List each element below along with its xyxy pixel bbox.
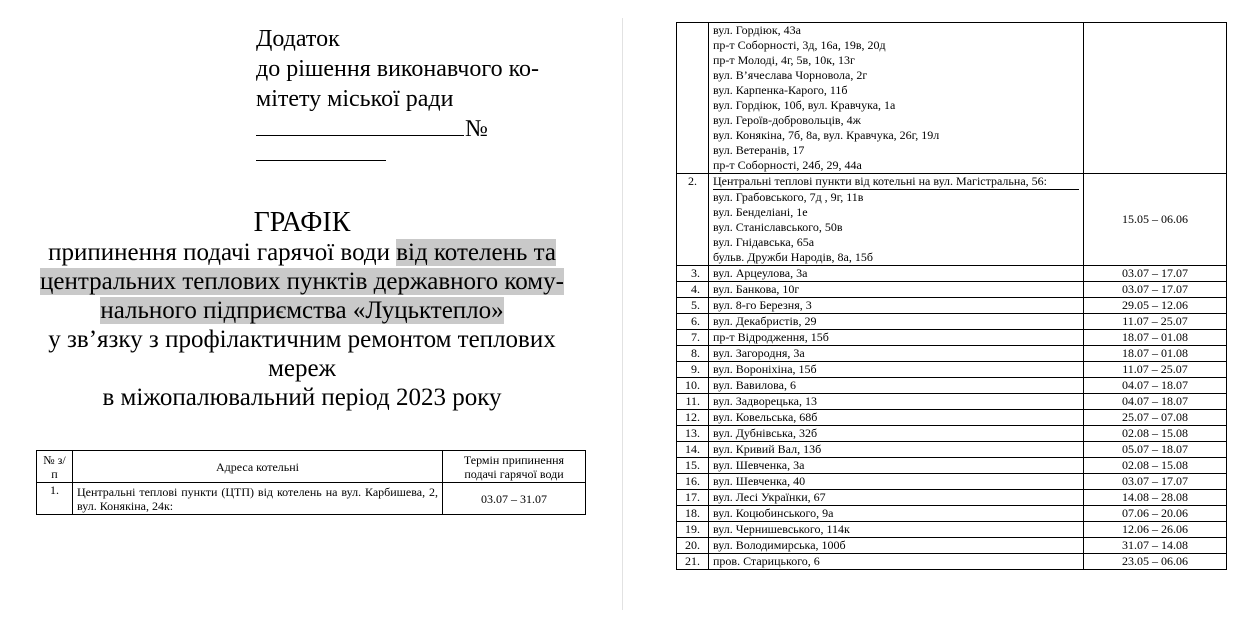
row-number: 9.	[677, 362, 709, 378]
row-term: 03.07 – 17.07	[1084, 474, 1227, 490]
title-line-4: у зв’язку з профілактичним ремонтом теплових	[48, 326, 556, 353]
row-number: 8.	[677, 346, 709, 362]
row-term: 14.08 – 28.08	[1084, 490, 1227, 506]
row-term: 04.07 – 18.07	[1084, 378, 1227, 394]
row-address: вул. Дубнівська, 32б	[709, 426, 1084, 442]
row-address: вул. Загородня, 3а	[709, 346, 1084, 362]
table-row	[677, 174, 1227, 266]
header-address: Адреса котельні	[73, 451, 443, 483]
table-row	[677, 474, 1227, 490]
row-term: 02.08 – 15.08	[1084, 458, 1227, 474]
table-row	[677, 394, 1227, 410]
row-term: 18.07 – 01.08	[1084, 330, 1227, 346]
table-row	[677, 282, 1227, 298]
schedule-table-part-1	[36, 450, 586, 515]
row-term: 25.07 – 07.08	[1084, 410, 1227, 426]
table-row	[677, 538, 1227, 554]
list-item: вул. Гордіюк, 43а	[713, 23, 802, 37]
list-item: вул. Станіславського, 50в	[713, 220, 843, 234]
number-blank-line	[256, 115, 464, 136]
table-row	[677, 490, 1227, 506]
row-term: 18.07 – 01.08	[1084, 346, 1227, 362]
title-line-1	[18, 238, 586, 267]
row-number: 7.	[677, 330, 709, 346]
list-item: вул. Гордіюк, 10б, вул. Кравчука, 1а	[713, 98, 896, 112]
simple-rows-body	[677, 266, 1227, 570]
row-number: 17.	[677, 490, 709, 506]
row-number: 18.	[677, 506, 709, 522]
row-term: 15.05 – 06.06	[1084, 174, 1227, 266]
row-number: 10.	[677, 378, 709, 394]
row-number: 19.	[677, 522, 709, 538]
header-number: № з/п	[37, 451, 73, 483]
row-address: вул. Вороніхіна, 15б	[709, 362, 1084, 378]
row-term: 31.07 – 14.08	[1084, 538, 1227, 554]
row-address: вул. Вавилова, 6	[709, 378, 1084, 394]
appendix-line-2: до рішення виконавчого ко-	[256, 56, 540, 82]
list-item: вул. Ветеранів, 17	[713, 143, 805, 157]
decision-number-line	[256, 114, 586, 144]
row2-heading: Центральні теплові пункти від котельні на вул. Магістральна, 56:	[713, 174, 1079, 190]
row-term: 29.05 – 12.06	[1084, 298, 1227, 314]
row-term: 05.07 – 18.07	[1084, 442, 1227, 458]
row-address: вул. 8-го Березня, 3	[709, 298, 1084, 314]
date-line-row	[256, 144, 586, 161]
appendix-line-3: мітету міської ради	[256, 86, 454, 112]
table-row	[37, 483, 586, 515]
row-address: пров. Старицького, 6	[709, 554, 1084, 570]
row-term: 11.07 – 25.07	[1084, 314, 1227, 330]
title-line-3	[18, 296, 586, 325]
row-address: вул. Задворецька, 13	[709, 394, 1084, 410]
table-row	[677, 266, 1227, 282]
row-number: 21.	[677, 554, 709, 570]
row-address: вул. Банкова, 10г	[709, 282, 1084, 298]
list-item: пр-т Соборності, 24б, 29, 44а	[713, 158, 862, 172]
row-number: 1.	[37, 483, 73, 515]
title-line-6: в міжопалювальний період 2023 року	[102, 384, 502, 411]
table-row	[677, 330, 1227, 346]
table-row	[677, 522, 1227, 538]
row-term: 07.06 – 20.06	[1084, 506, 1227, 522]
list-item: вул. Грабовського, 7д , 9г, 11в	[713, 190, 864, 204]
row-term: 03.07 – 17.07	[1084, 266, 1227, 282]
list-item: вул. Гнідавська, 65а	[713, 235, 815, 249]
title-line-3-highlight: нального підприємства «Луцьктепло»	[100, 297, 504, 324]
row-address: вул. Шевченка, 3а	[709, 458, 1084, 474]
row-term: 03.07 – 31.07	[443, 483, 586, 515]
date-blank-line	[256, 144, 386, 161]
table-row	[677, 426, 1227, 442]
row-address: вул. Шевченка, 40	[709, 474, 1084, 490]
row-address: вул. Чернишевського, 114к	[709, 522, 1084, 538]
list-item: вул. Героїв-добровольців, 4ж	[713, 113, 861, 127]
row-number: 6.	[677, 314, 709, 330]
table-row	[677, 458, 1227, 474]
table-row	[677, 314, 1227, 330]
schedule-table-part-2	[676, 22, 1227, 570]
row-address: пр-т Відродження, 15б	[709, 330, 1084, 346]
row-number: 4.	[677, 282, 709, 298]
row-number: 3.	[677, 266, 709, 282]
row-term-empty	[1084, 23, 1227, 174]
row-term: 23.05 – 06.06	[1084, 554, 1227, 570]
table-row	[677, 298, 1227, 314]
table-row	[677, 442, 1227, 458]
list-item: вул. В’ячеслава Чорновола, 2г	[713, 68, 868, 82]
row-address: вул. Ковельська, 68б	[709, 410, 1084, 426]
document-page-right	[624, 0, 1238, 624]
row-number: 14.	[677, 442, 709, 458]
list-item: вул. Конякіна, 7б, 8а, вул. Кравчука, 26г, 19л	[713, 128, 940, 142]
document-title-block	[18, 208, 586, 412]
row-address: вул. Лесі Українки, 67	[709, 490, 1084, 506]
row-term: 11.07 – 25.07	[1084, 362, 1227, 378]
table-header-row	[37, 451, 586, 483]
table-row-continued	[677, 23, 1227, 174]
title-line-1-highlight: від котелень та	[396, 239, 556, 266]
row-number: 5.	[677, 298, 709, 314]
list-item: вул. Карпенка-Карого, 11б	[713, 83, 848, 97]
row-number: 16.	[677, 474, 709, 490]
table-row	[677, 506, 1227, 522]
appendix-block	[256, 24, 586, 161]
header-term: Термін припинення подачі гарячої води	[443, 451, 586, 483]
row-number: 13.	[677, 426, 709, 442]
table-row	[677, 554, 1227, 570]
list-item: пр-т Молоді, 4г, 5в, 10к, 13г	[713, 53, 855, 67]
number-sign: №	[465, 116, 488, 142]
appendix-line-1: Додаток	[256, 26, 340, 52]
row-term: 03.07 – 17.07	[1084, 282, 1227, 298]
row-address: вул. Декабристів, 29	[709, 314, 1084, 330]
list-item: пр-т Соборності, 3д, 16а, 19в, 20д	[713, 38, 886, 52]
page-divider	[622, 18, 623, 610]
table-row	[677, 362, 1227, 378]
title-line-1-plain: припинення подачі гарячої води	[48, 239, 397, 266]
table-row	[677, 346, 1227, 362]
row-number: 20.	[677, 538, 709, 554]
row-address: вул. Кривий Вал, 13б	[709, 442, 1084, 458]
row-address: вул. Володимирська, 100б	[709, 538, 1084, 554]
row-number: 2.	[677, 174, 709, 266]
row-address: Центральні теплові пункти (ЦТП) від котелень на вул. Карбишева, 2, вул. Конякіна, 24к:	[73, 483, 443, 515]
title-line-5: мереж	[268, 355, 336, 382]
row-address: вул. Арцеулова, 3а	[709, 266, 1084, 282]
row-term: 02.08 – 15.08	[1084, 426, 1227, 442]
document-title: ГРАФІК	[253, 207, 351, 238]
row-number: 12.	[677, 410, 709, 426]
row-term: 12.06 – 26.06	[1084, 522, 1227, 538]
list-item: бульв. Дружби Народів, 8а, 15б	[713, 250, 873, 264]
row-term: 04.07 – 18.07	[1084, 394, 1227, 410]
row2-address-list	[709, 174, 1084, 266]
row-number-empty	[677, 23, 709, 174]
row1-address-list	[709, 23, 1084, 174]
row-number: 15.	[677, 458, 709, 474]
table-row	[677, 378, 1227, 394]
list-item: вул. Бенделіані, 1е	[713, 205, 808, 219]
title-line-2	[18, 267, 586, 296]
row-address: вул. Коцюбинського, 9а	[709, 506, 1084, 522]
row-number: 11.	[677, 394, 709, 410]
title-line-2-highlight: центральних теплових пунктів державного кому-	[40, 268, 564, 295]
table-row	[677, 410, 1227, 426]
